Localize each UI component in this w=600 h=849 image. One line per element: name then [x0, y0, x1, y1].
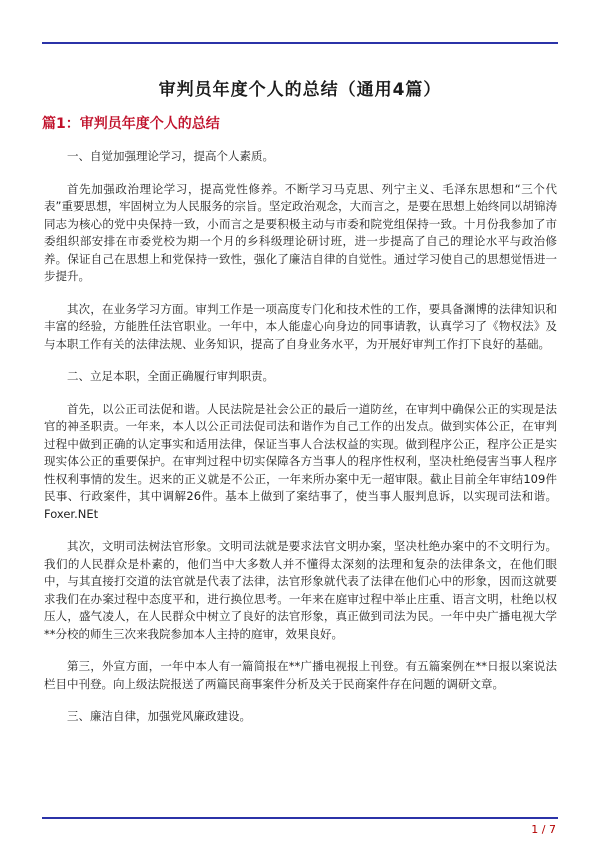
paragraph-8: 三、廉洁自律，加强党风廉政建设。	[67, 709, 251, 723]
document-body	[44, 148, 557, 741]
paragraph-1: 一、自觉加强理论学习，提高个人素质。	[67, 149, 274, 163]
header-rule	[42, 42, 558, 44]
page-number: 1 / 7	[531, 823, 556, 836]
document-title: 审判员年度个人的总结（通用4篇）	[158, 80, 442, 100]
paragraph-7: 第三，外宣方面，一年中本人有一篇简报在**广播电视报上刊登。有五篇案例在**日报以案说法栏目中刊登。向上级法院报送了两篇民商事案件分析及关于民商案件存在问题的调研文章。	[44, 659, 557, 691]
paragraph-3: 其次，在业务学习方面。审判工作是一项高度专门化和技术性的工作，要具备渊博的法律知识和丰富的经验，方能胜任法官职业。一年中，本人能虚心向身边的同事请教，认真学习了《物权法》及与本职工作有关的法律法规、业务知识，提高了自身业务水平，为开展好审判工作打下良好的基础。	[44, 301, 557, 351]
paragraph-4: 二、立足本职，全面正确履行审判职责。	[67, 369, 274, 383]
section-title: 篇1：审判员年度个人的总结	[42, 116, 220, 132]
paragraph-2: 首先加强政治理论学习，提高党性修养。不断学习马克思、列宁主义、毛泽东思想和“三个代表”重要思想，牢固树立为人民服务的宗旨。坚定政治观念，大而言之，是要在思想上始终同以胡锦涛同志为核心的党中央保持一致，小而言之是要积极主动与市委和院党组保持一致。十月份我参加了市委组织部安排在市委党校为期一个月的乡科级理论研讨班，进一步提高了自己的理论水平与政治修养。保证自己在思想上和党保持一致性，强化了廉洁自律的自觉性。通过学习使自己的思想觉悟进一步提升。	[44, 181, 557, 283]
paragraph-6: 其次，文明司法树法官形象。文明司法就是要求法官文明办案，坚决杜绝办案中的不文明行为。我们的人民群众是朴素的，他们当中大多数人并不懂得太深刻的法理和复杂的法律条文，在他们眼中，与其直接打交道的法官就是代表了法律，法官形象就代表了法律在他们心中的形象，因而这就要求我们在办案过程中态度平和，进行换位思考。一年来在庭审过程中举止庄重、语言文明，杜绝以权压人，盛气凌人，在人民群众中树立了良好的法官形象，真正做到司法为民。一年中央广播电视大学**分校的师生三次来我院参加本人主持的庭审，效果良好。	[44, 539, 557, 641]
paragraph-5: 首先，以公正司法促和谐。人民法院是社会公正的最后一道防丝，在审判中确保公正的实现是法官的神圣职责。一年来，本人以公正司法促司法和谐作为自己工作的出发点。做到实体公正，在审判过程中做到正确的认定事实和适用法律，保证当事人合法权益的实现。做到程序公正，程序公正是实现实体公正的重要保护。在审判过程中切实保障各方当事人的程序性权利，坚决杜绝侵害当事人程序性权利事情的发生。迟来的正义就是不公正，一年来所办案中无一超审限。截止目前全年审结109件民事、行政案件，其中调解26件。基本上做到了案结事了，使当事人服判息诉，以实现司法和谐。Foxer.NEt	[44, 401, 557, 521]
footer-rule	[42, 817, 558, 819]
